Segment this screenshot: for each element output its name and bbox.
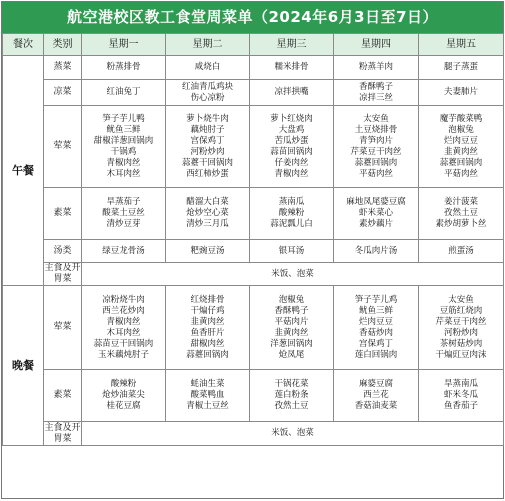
dish-item: 炝炒空心菜 — [186, 208, 229, 218]
dish-item: 凉拌拱嘴 — [274, 87, 309, 97]
dish-item: 干煸仔鸡 — [190, 305, 225, 316]
menu-cell — [166, 56, 250, 80]
menu-cell — [250, 56, 334, 80]
dish-item: 青椒土豆丝 — [186, 401, 229, 411]
dish-item: 素炒藕片 — [358, 219, 393, 229]
staple-cell: 米饭、泡菜 — [82, 422, 504, 446]
menu-cell — [250, 370, 334, 422]
dish-item: 蒜薹回锅肉 — [186, 349, 229, 360]
menu-cell — [82, 240, 166, 263]
dish-item: 干锅鸡 — [110, 146, 137, 157]
menu-cell — [250, 80, 334, 106]
lunch-row — [3, 80, 504, 106]
menu-cell — [419, 370, 504, 422]
dish-item: 莲白粉条 — [274, 390, 309, 400]
menu-table — [2, 33, 504, 446]
menu-cell — [250, 106, 334, 188]
dish-item: 青椒肉丝 — [106, 316, 141, 327]
dish-item: 香菇油麦菜 — [354, 401, 398, 411]
dish-item: 伤心凉粉 — [190, 92, 225, 103]
dish-item: 烂肉豆豆 — [358, 316, 393, 327]
category-label: 蒸菜 — [44, 56, 82, 80]
dinner-row — [3, 422, 504, 446]
dish-item: 蒜薹回锅肉 — [354, 157, 398, 168]
category-label: 荤菜 — [44, 106, 82, 188]
dish-item: 麻地凤尾婆豆腐 — [346, 197, 406, 207]
dish-item: 香酥鸭子 — [358, 81, 393, 92]
menu-cell — [419, 56, 504, 80]
dish-item: 太安鱼 — [363, 113, 389, 124]
menu-cell — [250, 240, 334, 263]
dish-item: 藕炖肘子 — [190, 124, 225, 135]
dish-item: 凉粉烧牛肉 — [102, 294, 145, 305]
menu-cell — [82, 370, 166, 422]
dish-item: 玉米藕炖肘子 — [97, 349, 149, 360]
menu-cell — [166, 188, 250, 240]
dish-item: 虾米菜心 — [358, 208, 393, 218]
dish-item: 银耳汤 — [278, 245, 305, 256]
dish-item: 鱿鱼三鲜 — [358, 305, 393, 316]
dish-item: 萝卜红烧肉 — [270, 113, 313, 124]
lunch-row — [3, 240, 504, 263]
menu-cell — [166, 370, 250, 422]
dish-item: 青椒肉丝 — [106, 157, 141, 168]
dish-item: 韭黄肉丝 — [190, 316, 225, 327]
dish-item: 河粉炒肉 — [190, 146, 225, 157]
menu-sheet — [1, 1, 504, 499]
dish-item: 鱼香肝片 — [190, 327, 225, 338]
dish-item: 凉拌三丝 — [358, 92, 393, 103]
menu-cell — [82, 80, 166, 106]
dish-item: 酸菜土豆丝 — [102, 208, 145, 218]
dinner-row — [3, 286, 504, 370]
dish-item: 甜椒洋葱回锅肉 — [93, 135, 154, 146]
dish-item: 河粉炒肉 — [443, 327, 478, 338]
dish-item: 西兰花炒肉 — [102, 305, 145, 316]
dish-item: 茶树菇炒肉 — [439, 338, 483, 349]
page-title: 航空港校区教工食堂周菜单（2024年6月3日至7日） — [2, 2, 503, 33]
header-day-wed: 星期三 — [250, 34, 334, 56]
lunch-row — [3, 106, 504, 188]
dish-item: 夫妻肺片 — [443, 87, 478, 97]
dish-item: 素炒胡萝卜丝 — [435, 219, 487, 229]
menu-cell — [166, 80, 250, 106]
category-label: 素菜 — [44, 370, 82, 422]
dish-item: 冬瓜肉片汤 — [354, 245, 398, 256]
dish-item: 苦瓜炒蛋 — [274, 135, 309, 146]
lunch-row — [3, 188, 504, 240]
category-label: 凉菜 — [44, 80, 82, 106]
menu-cell — [334, 286, 419, 370]
dish-item: 煎蛋汤 — [448, 245, 474, 256]
dish-item: 红烧排骨 — [190, 294, 225, 305]
dish-item: 红油青瓜鸡块 — [181, 81, 233, 92]
staple-cell: 米饭、泡菜 — [82, 263, 504, 286]
dish-item: 蒜薹干回锅肉 — [181, 157, 233, 168]
dish-item: 虾米冬瓜 — [443, 390, 478, 400]
dish-item: 孜然土豆 — [443, 208, 478, 218]
dish-item: 西兰花 — [363, 390, 389, 400]
menu-cell — [82, 286, 166, 370]
dish-item: 桂花豆腐 — [106, 401, 141, 411]
dish-item: 腿子蒸蛋 — [443, 62, 478, 72]
header-category: 类别 — [44, 34, 82, 56]
dish-item: 韭黄肉丝 — [274, 327, 309, 338]
dish-item: 豆筋红烧肉 — [439, 305, 483, 316]
dish-item: 清炒豆芽 — [106, 219, 141, 229]
dish-item: 芹菜豆干肉丝 — [435, 316, 487, 327]
dish-item: 仔姜肉丝 — [274, 157, 309, 168]
menu-cell — [419, 188, 504, 240]
menu-cell — [419, 80, 504, 106]
menu-cell — [419, 106, 504, 188]
dish-item: 酸菜鸭血 — [190, 390, 225, 400]
dish-item: 咸烧白 — [194, 62, 221, 72]
dish-item: 蒜薹回锅肉 — [439, 157, 483, 168]
dish-item: 蚝油生菜 — [190, 379, 225, 389]
dish-item: 糯米排骨 — [274, 62, 309, 72]
dish-item: 孜然土豆 — [274, 401, 309, 411]
dish-item: 莲白回锅肉 — [354, 349, 398, 360]
dish-item: 宫保鸡丁 — [190, 135, 225, 146]
menu-cell — [166, 240, 250, 263]
menu-cell — [334, 106, 419, 188]
dish-item: 旱蒸茄子 — [106, 197, 141, 207]
dinner-row — [3, 370, 504, 422]
dish-item: 木耳肉丝 — [106, 168, 141, 179]
dish-item: 蒜苗回锅肉 — [270, 146, 313, 157]
menu-cell — [334, 370, 419, 422]
menu-cell — [334, 80, 419, 106]
lunch-label: 午餐 — [3, 56, 44, 286]
dish-item: 干煸豇豆肉沫 — [435, 349, 487, 360]
dish-item: 鱼香茄子 — [443, 401, 478, 411]
dish-item: 西红柿炒蛋 — [186, 168, 229, 179]
dish-item: 绿豆龙骨汤 — [102, 245, 145, 256]
dish-item: 干锅花菜 — [274, 379, 309, 389]
dish-item: 平菇肉丝 — [443, 168, 478, 179]
dish-item: 炝炒油菜尖 — [102, 390, 145, 400]
menu-cell — [250, 188, 334, 240]
header-row — [3, 34, 504, 56]
menu-cell — [419, 286, 504, 370]
dish-item: 青椒肉丝 — [274, 168, 309, 179]
dish-item: 魔芋酸菜鸭 — [439, 113, 483, 124]
dish-item: 清炒三月瓜 — [186, 219, 229, 229]
dish-item: 木耳肉丝 — [106, 327, 141, 338]
dish-item: 宫保鸡丁 — [358, 338, 393, 349]
dish-item: 香菇炒肉 — [358, 327, 393, 338]
dish-item: 蒜苗豆干回锅肉 — [93, 338, 154, 349]
header-day-fri: 星期五 — [419, 34, 504, 56]
header-day-mon: 星期一 — [82, 34, 166, 56]
dish-item: 红油兔丁 — [106, 87, 141, 97]
category-label: 荤菜 — [44, 286, 82, 370]
header-day-thu: 星期四 — [334, 34, 419, 56]
dish-item: 芹菜豆干肉丝 — [350, 146, 402, 157]
dish-item: 香酥鸭子 — [274, 305, 309, 316]
category-label: 主食及开胃菜 — [44, 263, 81, 284]
menu-cell — [250, 286, 334, 370]
dish-item: 炝凤尾 — [278, 349, 305, 360]
category-label: 汤类 — [44, 240, 82, 263]
dish-item: 太安鱼 — [448, 294, 474, 305]
dish-item: 泡椒兔 — [448, 124, 474, 135]
dish-item: 酸辣粉 — [278, 208, 305, 218]
dish-item: 笋子芋儿鸡 — [354, 294, 398, 305]
category-label: 素菜 — [44, 188, 82, 240]
menu-cell — [334, 56, 419, 80]
menu-cell — [334, 188, 419, 240]
menu-cell — [82, 188, 166, 240]
dish-item: 旱蒸南瓜 — [443, 379, 478, 389]
dish-item: 平菇肉丝 — [358, 168, 393, 179]
dish-item: 酸辣粉 — [110, 379, 137, 389]
dish-item: 土豆烧排骨 — [354, 124, 398, 135]
dish-item: 甜椒肉丝 — [190, 338, 225, 349]
dish-item: 蒸南瓜 — [278, 197, 305, 207]
dinner-label: 晚餐 — [3, 286, 44, 446]
dish-item: 粉蒸羊肉 — [358, 62, 393, 72]
dish-item: 烂肉豆豆 — [443, 135, 478, 146]
dish-item: 大盘鸡 — [278, 124, 305, 135]
menu-cell — [82, 106, 166, 188]
dish-item: 萝卜烧牛肉 — [186, 113, 229, 124]
dish-item: 醋溜大白菜 — [186, 197, 229, 207]
menu-cell — [334, 240, 419, 263]
dish-item: 麻婆豆腐 — [358, 379, 393, 389]
menu-cell — [166, 286, 250, 370]
header-meal: 餐次 — [3, 34, 44, 56]
menu-cell — [166, 106, 250, 188]
menu-cell — [419, 240, 504, 263]
dish-item: 平菇肉片 — [274, 316, 309, 327]
dish-item: 粑豌豆汤 — [190, 245, 225, 256]
menu-cell — [82, 56, 166, 80]
dish-item: 粉蒸排骨 — [106, 62, 141, 72]
lunch-row — [3, 56, 504, 80]
dish-item: 姜汁菠菜 — [443, 197, 478, 207]
dish-item: 蒜泥瓢儿白 — [270, 219, 313, 229]
category-label: 主食及开胃菜 — [44, 422, 81, 444]
header-day-tue: 星期二 — [166, 34, 250, 56]
dish-item: 洋葱回锅肉 — [270, 338, 313, 349]
dish-item: 鱿鱼三鲜 — [106, 124, 141, 135]
dish-item: 泡椒兔 — [278, 294, 305, 305]
dish-item: 笋子芋儿鸭 — [102, 113, 145, 124]
dish-item: 青笋肉片 — [358, 135, 393, 146]
dish-item: 韭黄肉丝 — [443, 146, 478, 157]
lunch-row — [3, 263, 504, 286]
